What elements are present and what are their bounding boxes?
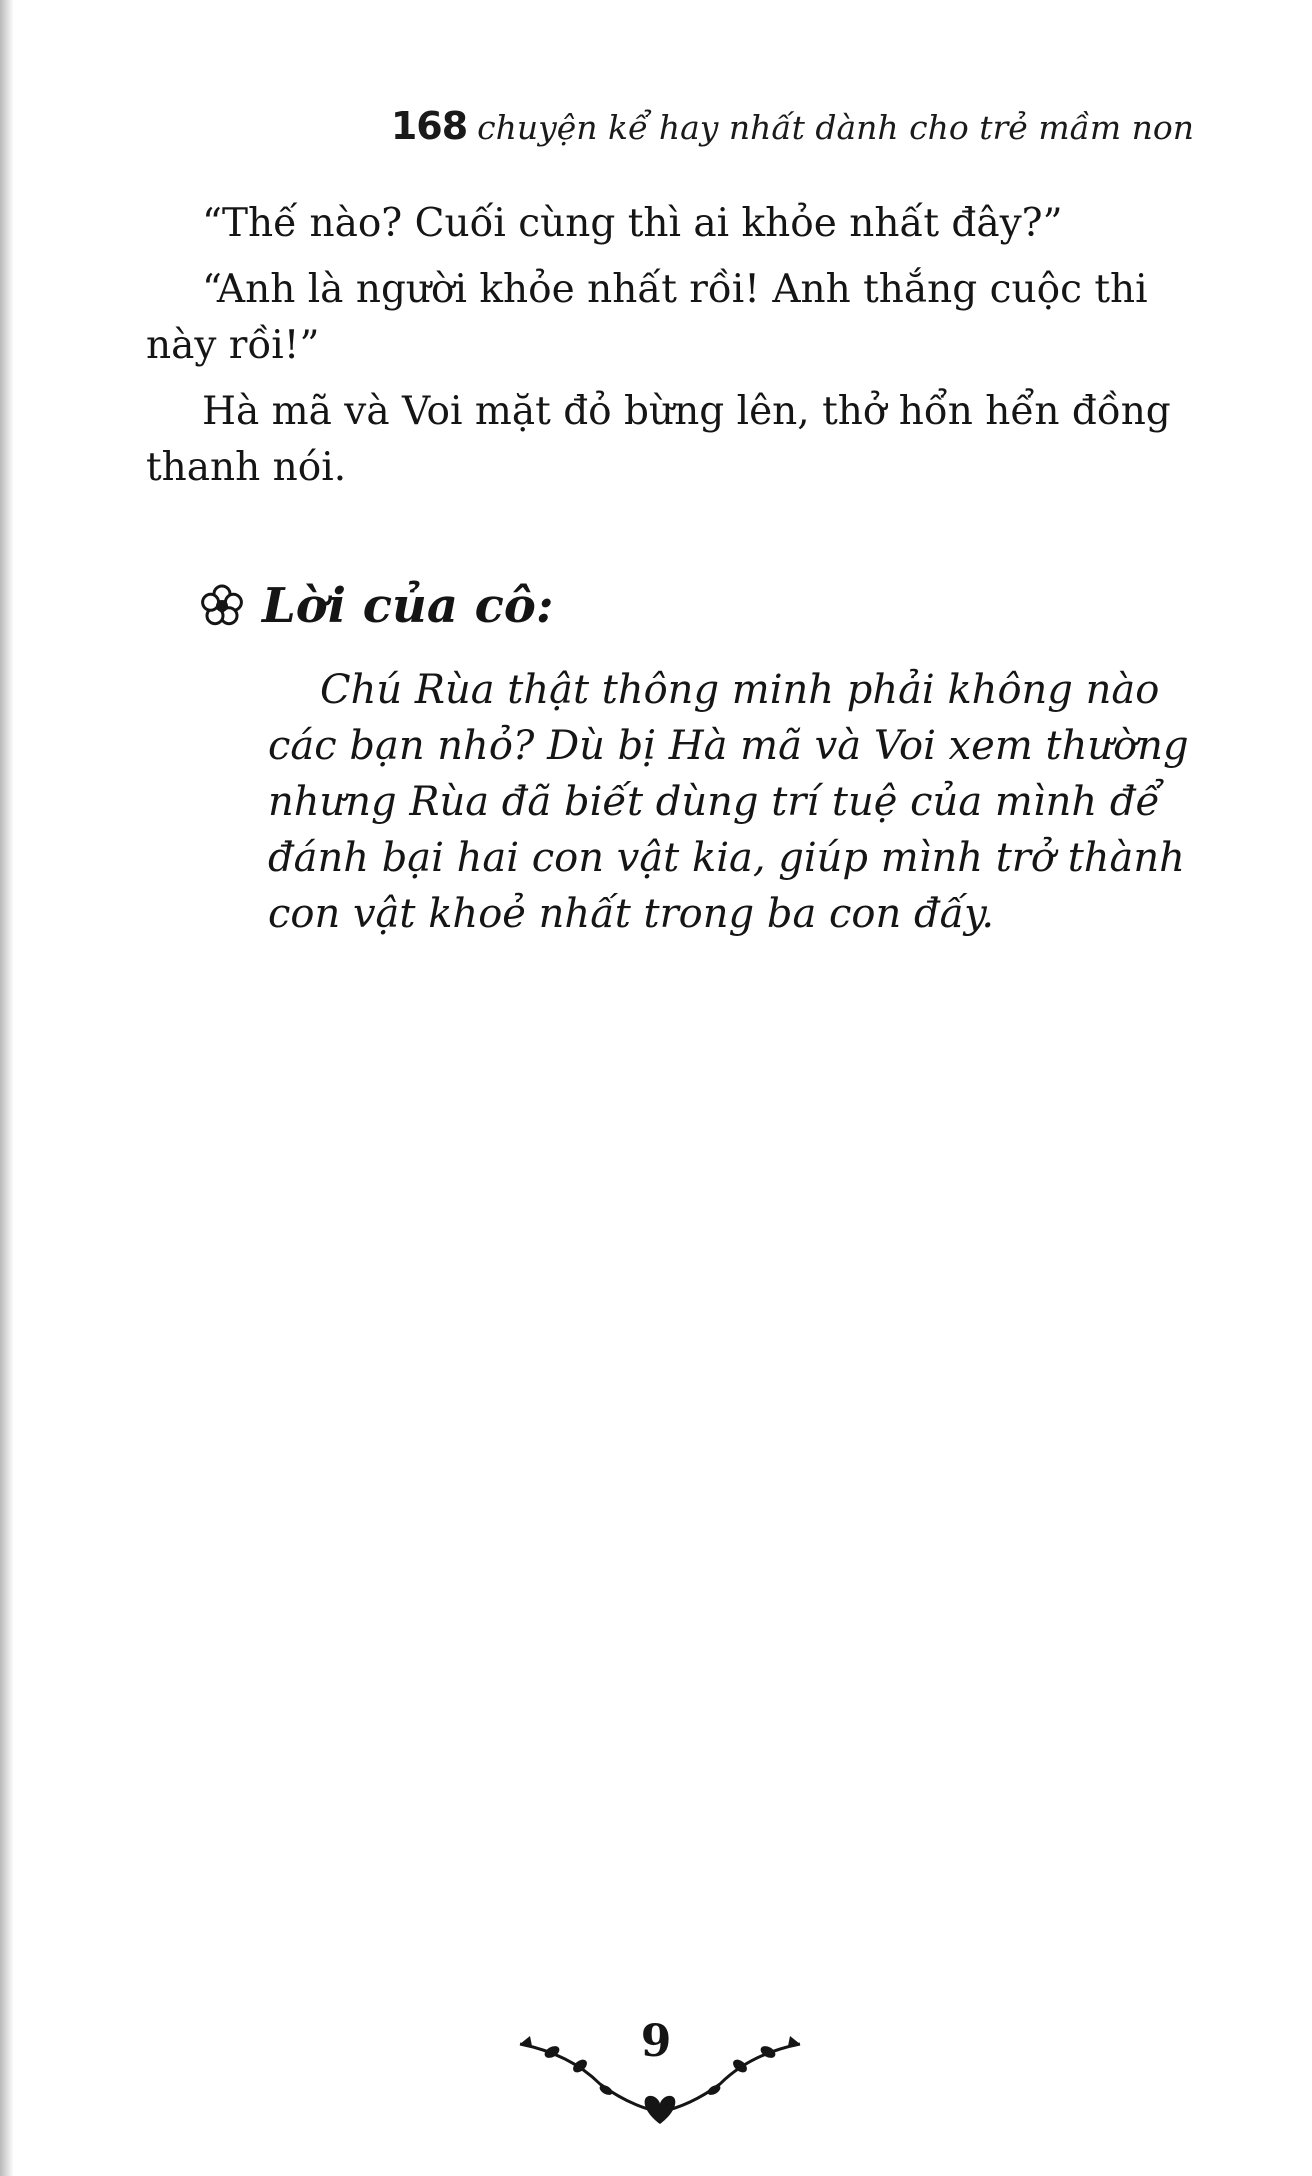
story-text: [146, 196, 1196, 506]
book-title: chuyện kể hay nhất dành cho trẻ mầm non: [477, 108, 1194, 147]
book-spine-shadow: [0, 0, 14, 2176]
story-paragraph: “Thế nào? Cuối cùng thì ai khỏe nhất đây?”: [202, 201, 1063, 246]
note-body: [268, 662, 1198, 942]
story-paragraph: “Anh là người khỏe nhất rồi! Anh thắng cuộc thi này rồi!”: [146, 267, 1148, 368]
running-header: [391, 104, 1194, 148]
book-number: 168: [390, 104, 468, 148]
note-heading: [200, 578, 554, 634]
page-number: 9: [640, 2016, 672, 2067]
story-paragraph: Hà mã và Voi mặt đỏ bừng lên, thở hổn hển đồng thanh nói.: [146, 389, 1171, 490]
flower-icon: [200, 584, 244, 628]
note-paragraph: Chú Rùa thật thông minh phải không nào các bạn nhỏ? Dù bị Hà mã và Voi xem thường nhưng Rùa đã biết dùng trí tuệ của mình để đánh bại hai con vật kia, giúp mình trở thành con vật khoẻ nhất trong ba con đấy.: [268, 667, 1189, 937]
note-heading-text: Lời của cô:: [262, 578, 554, 634]
